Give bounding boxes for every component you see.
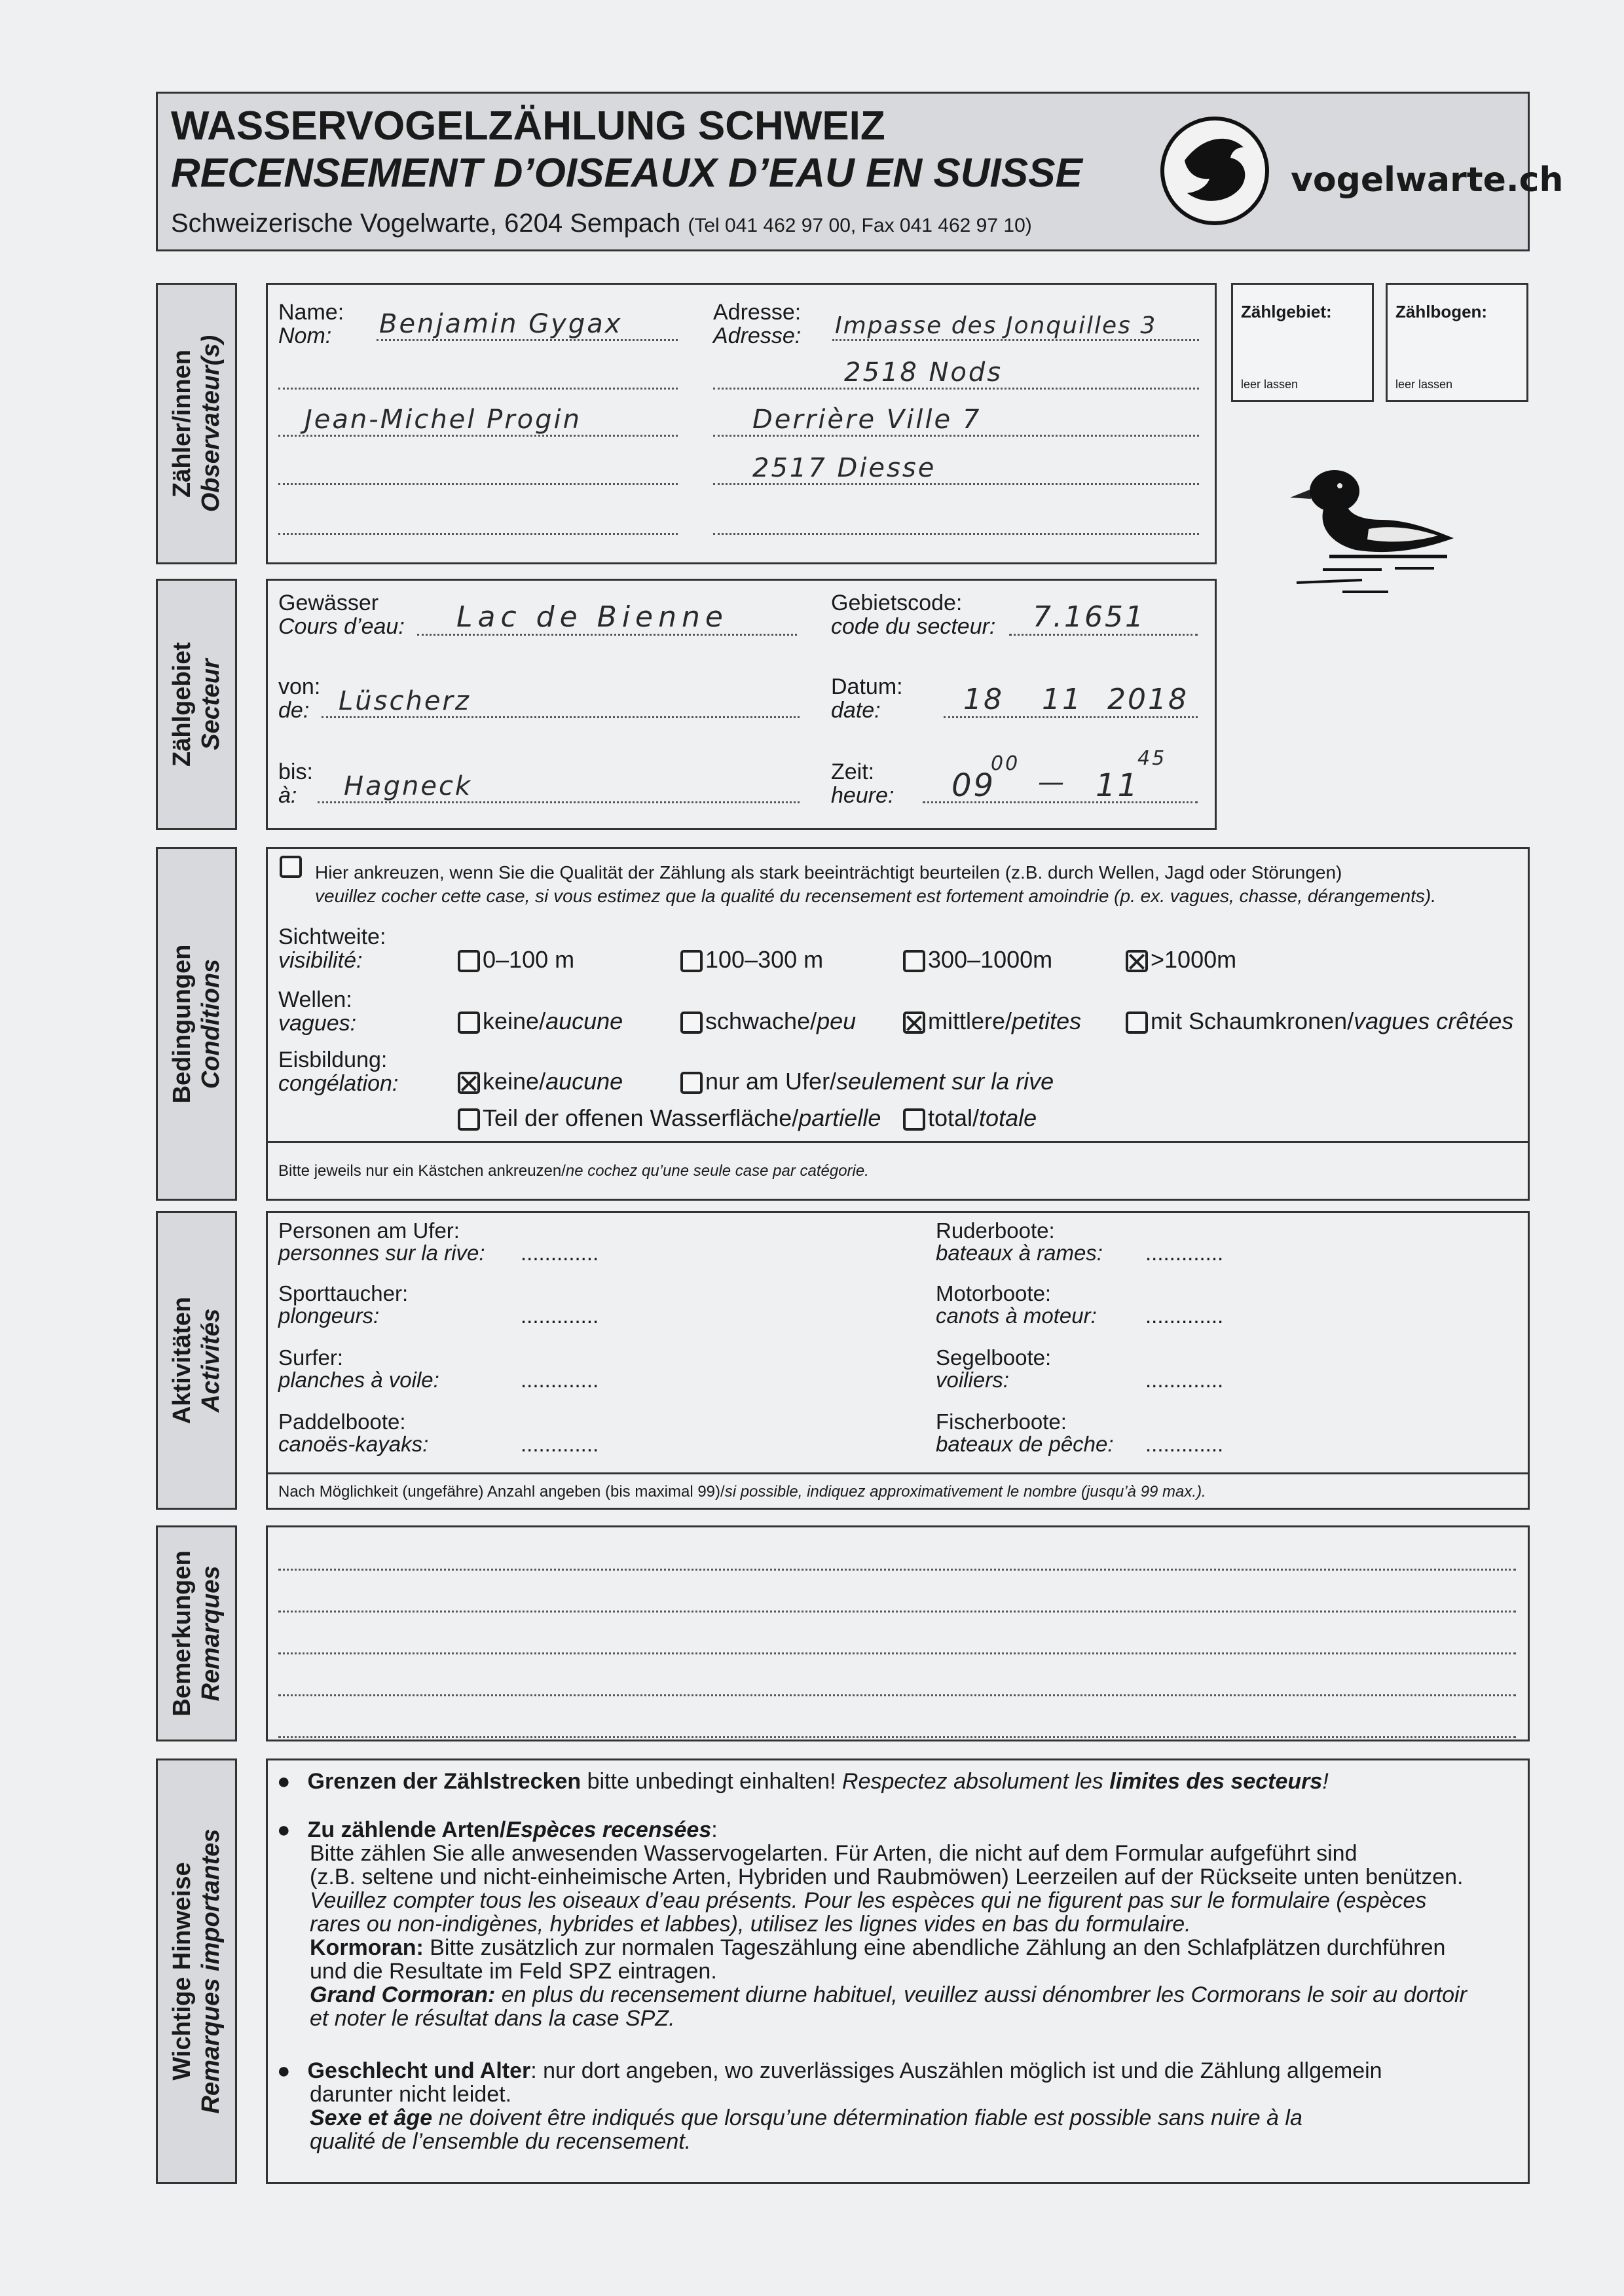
ice-option-4-de: total/ xyxy=(928,1104,980,1131)
bullet-2-title-de: Zu zählende Arten/ xyxy=(307,1817,506,1842)
address-field-3[interactable] xyxy=(713,400,1199,437)
bullet-2-cormoran xyxy=(310,1983,1467,2007)
sector-box xyxy=(266,579,1217,830)
to-label-de: bis: xyxy=(278,759,313,784)
from-field[interactable] xyxy=(322,675,800,718)
bullet-2-cormoran-1: en plus du recensement diurne habituel, veuillez aussi dénombrer les Cormorans le soir au dortoir xyxy=(495,1982,1467,2007)
activity-right-2 xyxy=(936,1283,1097,1327)
activity-left-1-de: Personen am Ufer: xyxy=(278,1218,460,1243)
date-year: 2018 xyxy=(1107,683,1189,716)
ice-checkbox-2[interactable] xyxy=(680,1072,703,1094)
bullet-3-text-1: : nur dort angeben, wo zuverlässiges Auszählen möglich ist und die Zählung allgemein xyxy=(530,2058,1382,2083)
activity-left-1 xyxy=(278,1220,485,1264)
activity-left-1-fr: personnes sur la rive: xyxy=(278,1241,485,1265)
waves-option-2[interactable] xyxy=(680,1008,856,1035)
visibility-checkbox-3[interactable] xyxy=(903,950,925,972)
name-value-3: Jean-Michel Progin xyxy=(304,405,582,435)
org-line xyxy=(171,209,1032,238)
website-label: vogelwarte.ch xyxy=(1291,160,1564,200)
activity-left-2-de: Sporttaucher: xyxy=(278,1281,409,1305)
side-important-fr: Remarques importantes xyxy=(197,1829,225,2114)
visibility-option-1[interactable] xyxy=(458,946,574,974)
address-value-1: Impasse des Jonquilles 3 xyxy=(835,312,1157,339)
visibility-option-2-label: 100–300 m xyxy=(705,946,824,973)
time-label-fr: heure: xyxy=(831,783,895,808)
activity-count-left-2[interactable]: ............. xyxy=(521,1303,599,1328)
activities-note-de: Nach Möglichkeit (ungefähre) Anzahl angeben (bis maximal 99)/ xyxy=(278,1483,725,1501)
waves-option-1[interactable] xyxy=(458,1008,623,1035)
activities-note-fr: si possible, indiquez approximativement le nombre (jusqu’à 99 max.). xyxy=(724,1483,1206,1501)
bullet-2-cormoran-2: et noter le résultat dans la case SPZ. xyxy=(310,2006,675,2031)
waves-option-1-de: keine/ xyxy=(483,1008,546,1034)
waves-checkbox-4[interactable] xyxy=(1126,1011,1148,1034)
ice-label-de: Eisbildung: xyxy=(278,1048,388,1072)
time-end-hour: 11 xyxy=(1096,767,1140,804)
to-field[interactable] xyxy=(318,760,800,803)
time-end-minute: 45 xyxy=(1137,747,1167,770)
activity-right-2-fr: canots à moteur: xyxy=(936,1303,1097,1328)
activity-left-3-fr: planches à voile: xyxy=(278,1368,439,1392)
name-label xyxy=(278,301,344,348)
bullet-2-title xyxy=(277,1818,1467,1842)
name-field-4[interactable] xyxy=(278,448,678,485)
activity-count-right-4[interactable]: ............. xyxy=(1145,1432,1224,1456)
address-value-2: 2518 Nods xyxy=(844,357,1003,388)
side-conditions-de: Bedingungen xyxy=(168,944,196,1104)
side-label-conditions xyxy=(156,847,237,1201)
conditions-note-de: Bitte jeweils nur ein Kästchen ankreuzen/ xyxy=(278,1162,566,1180)
org-name: Schweizerische Vogelwarte, 6204 Sempach xyxy=(171,209,681,238)
name-value-1: Benjamin Gygax xyxy=(379,309,623,339)
date-label-de: Datum: xyxy=(831,674,903,699)
remarks-line-3[interactable] xyxy=(278,1626,1516,1654)
zaehlgebiet-box[interactable] xyxy=(1231,283,1374,402)
visibility-option-2[interactable] xyxy=(680,946,823,974)
time-field[interactable] xyxy=(923,747,1198,804)
ice-option-2-fr: seulement sur la rive xyxy=(836,1068,1054,1095)
bullet-2-kormoran-2: und die Resultate im Feld SPZ eintragen. xyxy=(310,1959,717,1984)
activity-left-3-de: Surfer: xyxy=(278,1345,344,1370)
duck-illustration-icon xyxy=(1283,452,1486,615)
water-label xyxy=(278,591,405,638)
ice-checkbox-1-checked[interactable] xyxy=(458,1072,480,1094)
activities-note xyxy=(278,1483,1206,1501)
activity-count-right-2[interactable]: ............. xyxy=(1145,1303,1224,1328)
from-label-de: von: xyxy=(278,674,321,699)
date-label-fr: date: xyxy=(831,698,881,723)
water-label-de: Gewässer xyxy=(278,591,379,615)
activity-left-3 xyxy=(278,1347,439,1391)
bullet-2-title-fr: Espèces recensées xyxy=(506,1817,712,1842)
side-observers-de: Zähler/innen xyxy=(168,350,196,498)
bullet-2-kormoran xyxy=(310,1936,1467,1959)
code-label xyxy=(831,591,995,638)
waves-option-3-fr: petites xyxy=(1012,1008,1082,1034)
waves-option-4-de: mit Schaumkronen/ xyxy=(1151,1008,1354,1034)
date-month: 11 xyxy=(1042,683,1082,716)
conditions-note xyxy=(278,1162,869,1180)
visibility-option-4-label: >1000m xyxy=(1151,946,1237,973)
date-day: 18 xyxy=(963,683,1004,716)
bullet-2-line-3: Veuillez compter tous les oiseaux d’eau présents. Pour les espèces qui ne figurent pas sur le formulaire (espèces xyxy=(310,1888,1427,1913)
bullet-3-line-2: darunter nicht leidet. xyxy=(310,2082,512,2107)
waves-option-4-fr: vagues crêtées xyxy=(1354,1008,1514,1034)
from-value: Lüscherz xyxy=(339,686,471,716)
time-start-hour: 09 xyxy=(951,767,996,804)
side-important-de: Wichtige Hinweise xyxy=(168,1862,196,2081)
side-remarks-de: Bemerkungen xyxy=(168,1550,196,1717)
visibility-checkbox-4-checked[interactable] xyxy=(1126,950,1148,972)
time-label xyxy=(831,760,894,807)
address-field-5[interactable] xyxy=(713,498,1199,535)
waves-option-3-de: mittlere/ xyxy=(928,1008,1012,1034)
bullet-3-fr-1: ne doivent être indiqués que lorsqu’une détermination fiable est possible sans nuire à la xyxy=(432,2105,1302,2130)
side-conditions-fr: Conditions xyxy=(197,958,225,1089)
observers-box xyxy=(266,283,1217,564)
remarks-box[interactable] xyxy=(266,1525,1530,1741)
waves-option-4[interactable] xyxy=(1126,1008,1513,1035)
title-de: WASSERVOGELZÄHLUNG SCHWEIZ xyxy=(171,103,885,149)
side-label-activities xyxy=(156,1211,237,1510)
bullet-1-fr-bold: limites des secteurs xyxy=(1109,1769,1323,1794)
ice-option-1[interactable] xyxy=(458,1068,623,1095)
org-contact: (Tel 041 462 97 00, Fax 041 462 97 10) xyxy=(688,215,1032,236)
water-value: Lac de Bienne xyxy=(456,600,728,634)
side-sector-de: Zählgebiet xyxy=(168,642,196,767)
remarks-line-1[interactable] xyxy=(278,1542,1516,1571)
ice-option-4[interactable] xyxy=(903,1104,1037,1132)
name-field-1[interactable] xyxy=(377,299,678,341)
bullet-2-kormoran-bold: Kormoran: xyxy=(310,1935,424,1960)
date-label xyxy=(831,675,903,722)
ice-option-1-fr: aucune xyxy=(545,1068,623,1095)
activity-count-left-3[interactable]: ............. xyxy=(521,1368,599,1392)
waves-checkbox-1[interactable] xyxy=(458,1011,480,1034)
ice-option-2-de: nur am Ufer/ xyxy=(705,1068,837,1095)
ice-checkbox-3[interactable] xyxy=(458,1108,480,1131)
activity-right-1-fr: bateaux à rames: xyxy=(936,1241,1103,1265)
name-field-2[interactable] xyxy=(278,353,678,390)
bullet-1-fr: Respectez absolument les xyxy=(842,1769,1110,1794)
activity-right-4 xyxy=(936,1411,1114,1455)
zaehlbogen-box[interactable] xyxy=(1386,283,1528,402)
activity-right-4-fr: bateaux de pêche: xyxy=(936,1432,1114,1456)
activity-right-2-de: Motorboote: xyxy=(936,1281,1052,1305)
remarks-line-4[interactable] xyxy=(278,1667,1516,1696)
activity-right-1-de: Ruderboote: xyxy=(936,1218,1055,1243)
side-label-remarks xyxy=(156,1525,237,1741)
bullet-1-bold: Grenzen der Zählstrecken xyxy=(307,1769,581,1794)
from-label xyxy=(278,675,320,722)
quality-text-fr: veuillez cocher cette case, si vous estimez que la qualité du recensement est fortement amoindrie (p. ex. vagues, chasse, dérangements). xyxy=(315,886,1436,906)
address-label xyxy=(713,301,801,348)
bullet-3-bold: Geschlecht und Alter xyxy=(307,2058,531,2083)
name-field-3[interactable] xyxy=(278,400,678,437)
bullet-3-fr-bold: Sexe et âge xyxy=(310,2105,433,2130)
bullet-1 xyxy=(277,1770,1329,1793)
activity-left-4 xyxy=(278,1411,428,1455)
name-label-fr: Nom: xyxy=(278,323,332,348)
date-field[interactable] xyxy=(944,675,1198,718)
waves-option-1-fr: aucune xyxy=(545,1008,623,1034)
bullet-3 xyxy=(277,2059,1382,2153)
ice-label-fr: congélation: xyxy=(278,1071,399,1096)
address-label-de: Adresse: xyxy=(713,300,802,325)
bullet-2-kormoran-1: Bitte zusätzlich zur normalen Tageszählung eine abendliche Zählung an den Schlafplätzen durchführen xyxy=(423,1935,1446,1960)
address-field-4[interactable] xyxy=(713,448,1199,485)
bullet-2-dot: ● xyxy=(277,1817,291,1842)
vogelwarte-logo-icon xyxy=(1158,115,1271,227)
bullet-1-dot: ● xyxy=(277,1769,291,1794)
activity-right-4-de: Fischerboote: xyxy=(936,1410,1067,1434)
side-remarks-fr: Remarques xyxy=(197,1565,225,1702)
side-label-observers xyxy=(156,283,237,564)
zaehlbogen-label: Zählbogen: xyxy=(1395,302,1488,321)
ice-label xyxy=(278,1048,398,1095)
waves-label xyxy=(278,988,356,1035)
bullet-2-cormoran-bold: Grand Cormoran: xyxy=(310,1982,496,2007)
visibility-label xyxy=(278,925,386,972)
activity-left-4-fr: canoës-kayaks: xyxy=(278,1432,429,1456)
water-field[interactable] xyxy=(417,592,797,636)
waves-checkbox-2[interactable] xyxy=(680,1011,703,1034)
side-label-important xyxy=(156,1758,237,2184)
activity-right-3 xyxy=(936,1347,1051,1391)
from-label-fr: de: xyxy=(278,698,310,723)
bullet-2-line-1: Bitte zählen Sie alle anwesenden Wasservogelarten. Für Arten, die nicht auf dem Formular aufgeführt sind xyxy=(310,1841,1357,1866)
visibility-checkbox-1[interactable] xyxy=(458,950,480,972)
waves-option-2-de: schwache/ xyxy=(705,1008,817,1034)
conditions-divider xyxy=(268,1141,1528,1143)
side-activities-de: Aktivitäten xyxy=(168,1296,196,1425)
bullet-3-fr xyxy=(310,2106,1382,2130)
address-field-2[interactable] xyxy=(713,353,1199,390)
bullet-3-fr-2: qualité de l’ensemble du recensement. xyxy=(310,2129,692,2154)
code-value: 7.1651 xyxy=(1033,600,1145,634)
to-value: Hagneck xyxy=(344,771,473,801)
code-label-fr: code du secteur: xyxy=(831,614,996,639)
visibility-option-3[interactable] xyxy=(903,946,1052,974)
visibility-label-fr: visibilité: xyxy=(278,948,363,973)
conditions-box xyxy=(266,847,1530,1201)
to-label-fr: à: xyxy=(278,783,297,808)
activity-left-2 xyxy=(278,1283,408,1327)
activity-left-4-de: Paddelboote: xyxy=(278,1410,406,1434)
zaehlgebiet-hint: leer lassen xyxy=(1241,378,1299,391)
ice-option-3[interactable] xyxy=(458,1104,881,1132)
remarks-line-5[interactable] xyxy=(278,1709,1516,1738)
waves-checkbox-3-checked[interactable] xyxy=(903,1011,925,1034)
activity-right-3-fr: voiliers: xyxy=(936,1368,1009,1392)
activity-count-right-1[interactable]: ............. xyxy=(1145,1241,1224,1265)
ice-option-3-de: Teil der offenen Wasserfläche/ xyxy=(483,1104,799,1131)
visibility-checkbox-2[interactable] xyxy=(680,950,703,972)
zaehlgebiet-label: Zählgebiet: xyxy=(1241,302,1332,321)
title-fr: RECENSEMENT D’OISEAUX D’EAU EN SUISSE xyxy=(171,151,1082,196)
visibility-option-1-label: 0–100 m xyxy=(483,946,575,973)
address-field-1[interactable] xyxy=(832,299,1199,341)
code-field[interactable] xyxy=(1009,592,1198,636)
quality-impaired-checkbox[interactable] xyxy=(280,856,302,878)
activity-count-left-1[interactable]: ............. xyxy=(521,1241,599,1265)
name-field-5[interactable] xyxy=(278,498,678,535)
bullet-2-line-2: (z.B. seltene und nicht-einheimische Arten, Hybriden und Raubmöwen) Leerzeilen auf der Rückseite unten benützen. xyxy=(310,1865,1464,1889)
bullet-2 xyxy=(277,1818,1467,2030)
bullet-1-text: bitte unbedingt einhalten! xyxy=(581,1769,843,1794)
zaehlbogen-hint: leer lassen xyxy=(1395,378,1453,391)
activity-right-3-de: Segelboote: xyxy=(936,1345,1052,1370)
waves-label-de: Wellen: xyxy=(278,987,352,1012)
quality-text-de: Hier ankreuzen, wenn Sie die Qualität der Zählung als stark beeinträchtigt beurteilen (z.B. durch Wellen, Jagd oder Störungen) xyxy=(315,862,1342,883)
bullet-1-fr-end: ! xyxy=(1322,1769,1329,1794)
side-sector-fr: Secteur xyxy=(197,659,225,750)
side-label-sector xyxy=(156,579,237,830)
address-label-fr: Adresse: xyxy=(713,323,802,348)
time-dash: — xyxy=(1038,767,1066,797)
waves-label-fr: vagues: xyxy=(278,1011,357,1036)
bullet-3-line-1 xyxy=(277,2059,1382,2083)
visibility-option-3-label: 300–1000m xyxy=(928,946,1053,973)
visibility-label-de: Sichtweite: xyxy=(278,924,386,949)
ice-checkbox-4[interactable] xyxy=(903,1108,925,1131)
bullet-2-title-end: : xyxy=(711,1817,718,1842)
time-label-de: Zeit: xyxy=(831,759,875,784)
side-observers-fr: Observateur(s) xyxy=(197,335,225,513)
ice-option-3-fr: partielle xyxy=(798,1104,881,1131)
visibility-option-4[interactable] xyxy=(1126,946,1236,974)
bullet-3-dot: ● xyxy=(277,2058,291,2083)
activities-divider xyxy=(268,1472,1528,1474)
ice-option-1-de: keine/ xyxy=(483,1068,546,1095)
important-box xyxy=(266,1758,1530,2184)
bullet-2-line-4: rares ou non-indigènes, hybrides et labbes), utilisez les lignes vides en bas du formulaire. xyxy=(310,1912,1191,1937)
activity-left-2-fr: plongeurs: xyxy=(278,1303,380,1328)
waves-option-3[interactable] xyxy=(903,1008,1081,1035)
conditions-note-fr: ne cochez qu’une seule case par catégorie. xyxy=(565,1162,869,1180)
ice-option-2[interactable] xyxy=(680,1068,1054,1095)
activities-box xyxy=(266,1211,1530,1510)
activity-count-left-4[interactable]: ............. xyxy=(521,1432,599,1456)
address-value-4: 2517 Diesse xyxy=(752,453,936,483)
waves-option-2-fr: peu xyxy=(817,1008,857,1034)
time-start-minute: 00 xyxy=(991,752,1020,775)
side-activities-fr: Activités xyxy=(197,1308,225,1413)
activity-right-1 xyxy=(936,1220,1103,1264)
to-label xyxy=(278,760,313,807)
code-label-de: Gebietscode: xyxy=(831,591,963,615)
ice-option-4-fr: totale xyxy=(979,1104,1037,1131)
activity-count-right-3[interactable]: ............. xyxy=(1145,1368,1224,1392)
address-value-3: Derrière Ville 7 xyxy=(752,405,982,435)
form-header xyxy=(156,92,1564,251)
water-label-fr: Cours d’eau: xyxy=(278,614,405,639)
remarks-line-2[interactable] xyxy=(278,1584,1516,1613)
name-label-de: Name: xyxy=(278,300,344,325)
